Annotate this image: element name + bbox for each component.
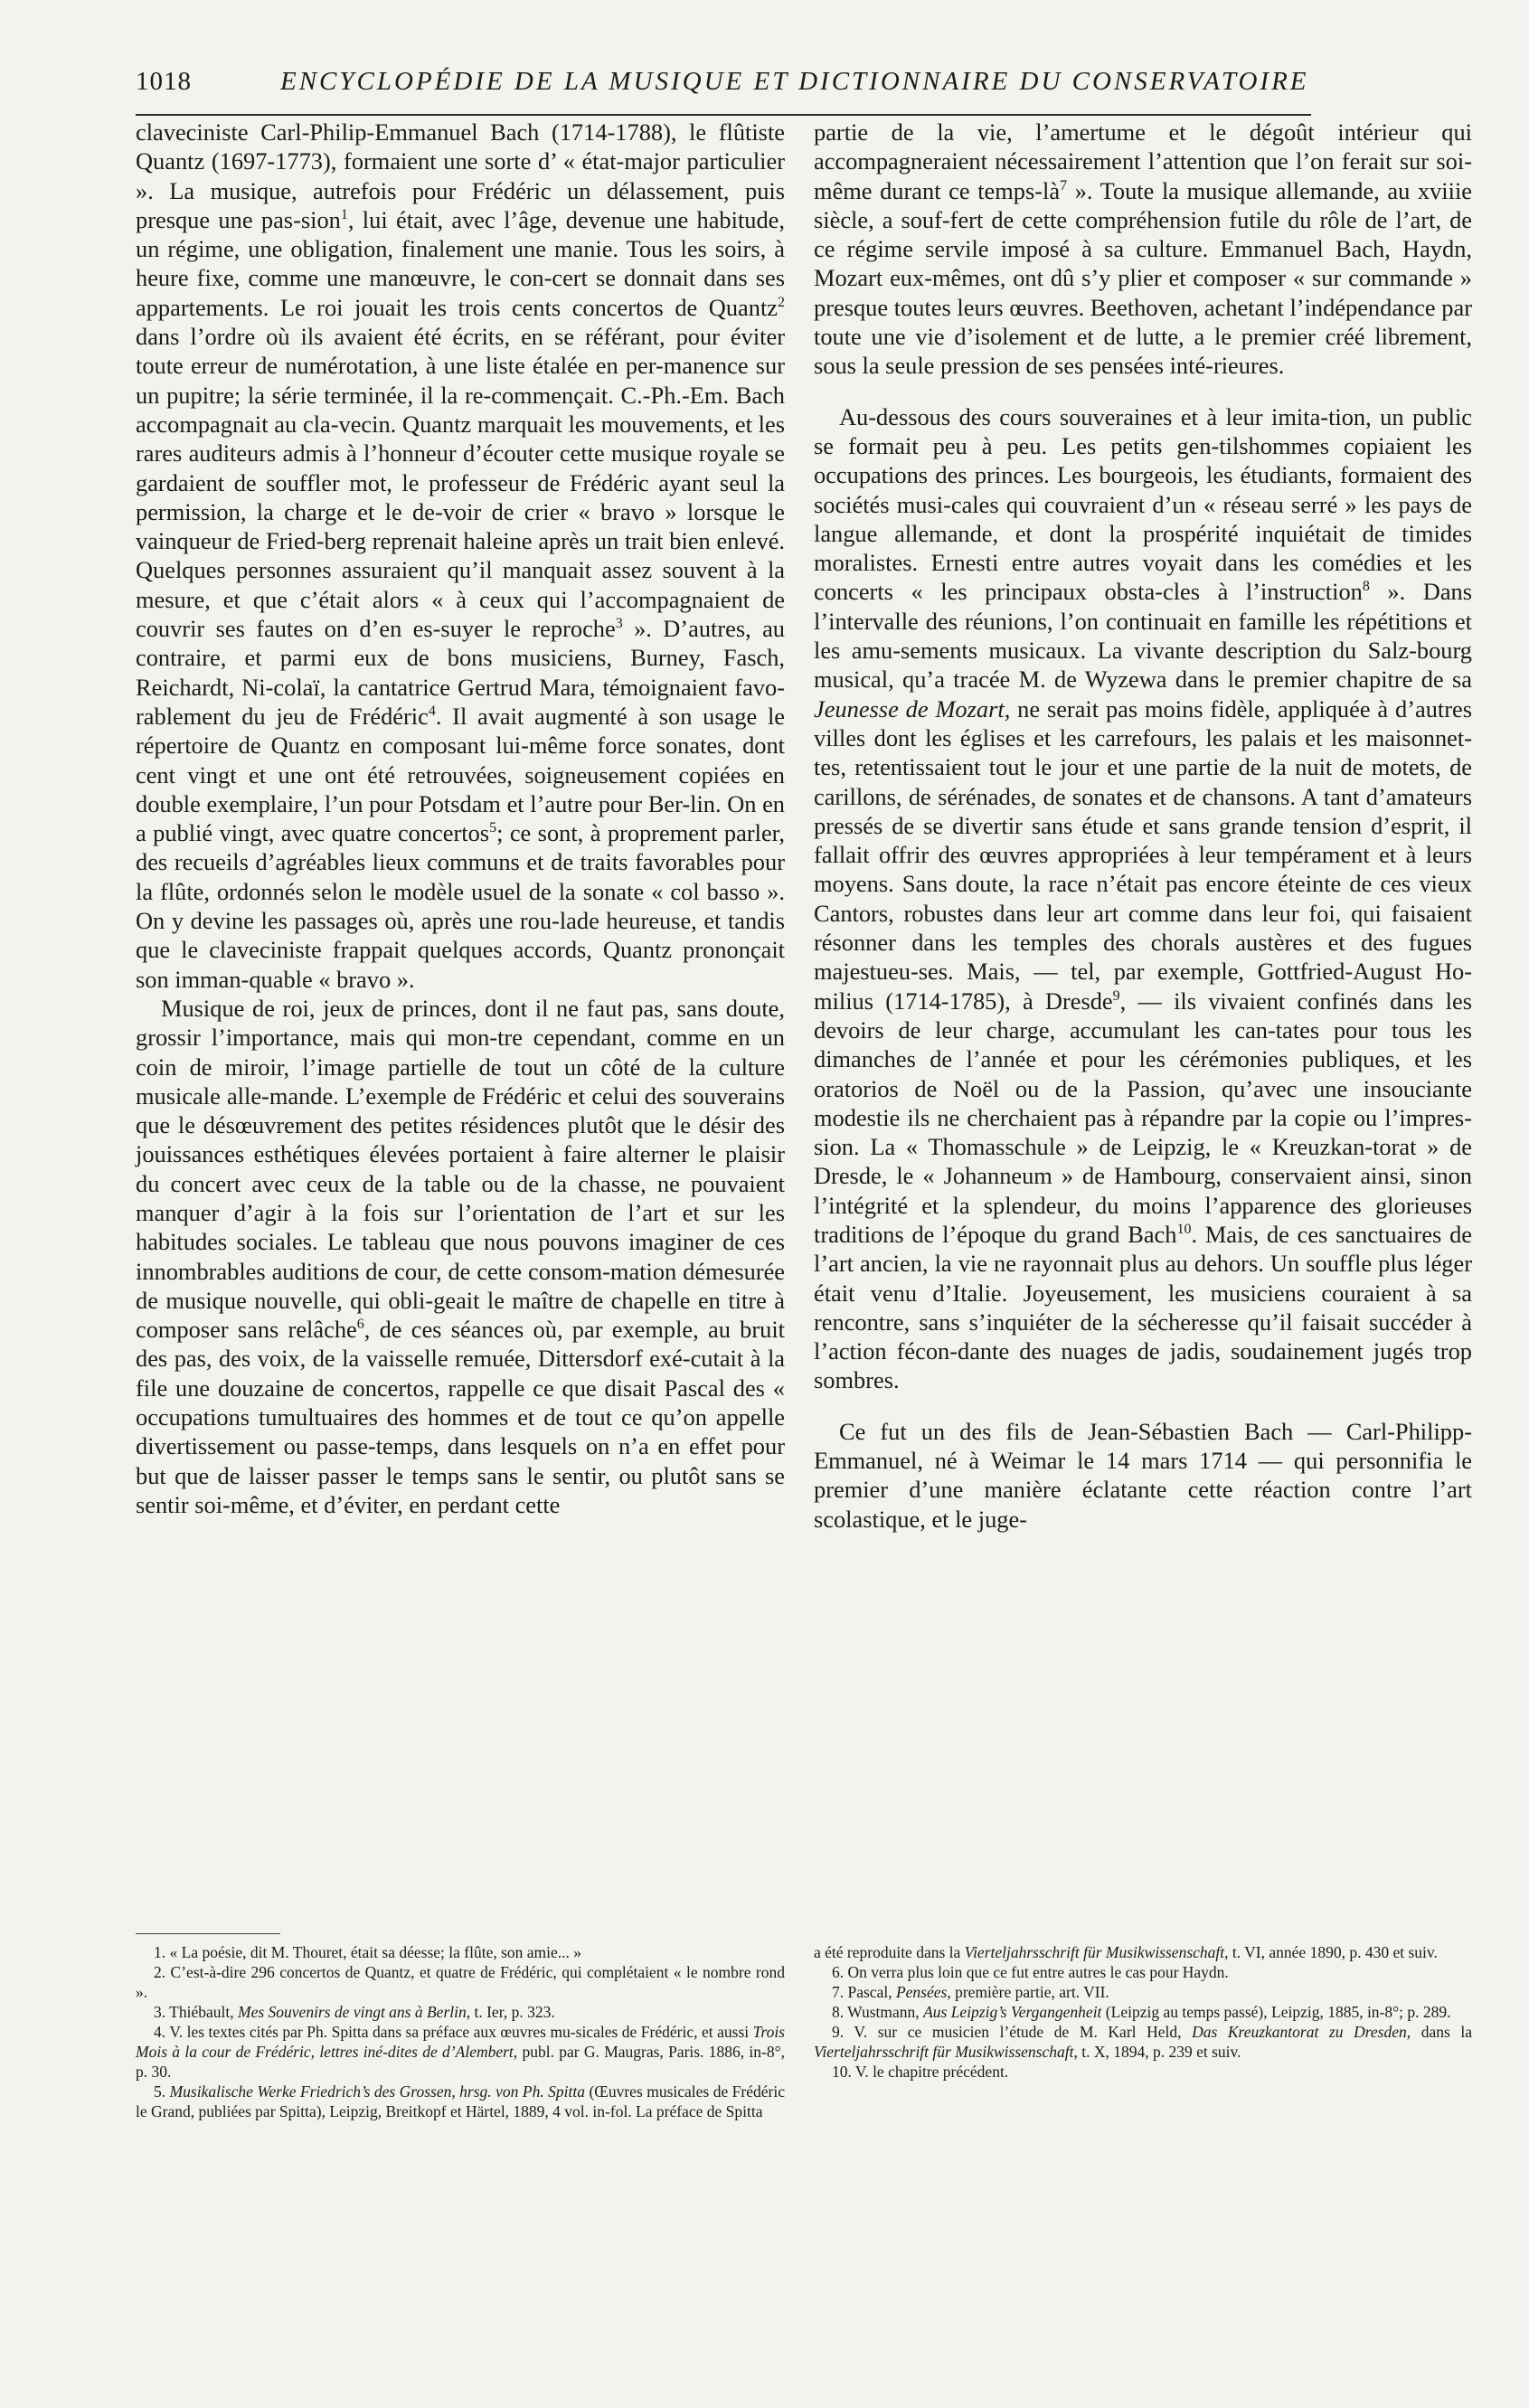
- paragraph: Ce fut un des fils de Jean-Sébastien Bach — Carl-Philipp-Emmanuel, né à Weimar le 14 mars 1714 — qui personnifia le premier d’une manière éclatante cette réaction contre l’art scolastique, et le juge-: [814, 1417, 1472, 1533]
- paragraph: claveciniste Carl-Philip-Emmanuel Bach (1714-1788), le flûtiste Quantz (1697-1773), formaient une sorte d’ « état-major particulier ». La musique, autrefois pour Frédéric un délassement, puis presque une pas-sion$^1$, lui était, avec l’âge, devenue une habitude, un régime, une obligation, finalement une manie. Tous les soirs, à heure fixe, comme une manœuvre, le con-cert se donnait dans ses appartements. Le roi jouait les trois cents concertos de Quantz$^2$ dans l’ordre où ils avaient été écrits, en se référant, pour éviter toute erreur de numérotation, à une liste étalée en per-manence sur un pupitre; la série terminée, il la re-commençait. C.-Ph.-Em. Bach accompagnait au cla-vecin. Quantz marquait les mouvements, et les rares auditeurs admis à l’honneur d’écouter cette musique royale se gardaient de souffler mot, le professeur de Frédéric ayant seul la permission, la charge et le de-voir de crier « bravo » lorsque le vainqueur de Fried-berg reprenait haleine après un trait bien enlevé. Quelques personnes assuraient qu’il manquait assez souvent à la mesure, et que c’était alors « à ceux qui l’accompagnaient de couvrir ses fautes on d’en es-suyer le reproche$^3$ ». D’autres, au contraire, et parmi eux de bons musiciens, Burney, Fasch, Reichardt, Ni-colaï, la cantatrice Gertrud Mara, témoignaient favo-rablement du jeu de Frédéric$^4$. Il avait augmenté à son usage le répertoire de Quantz en composant lui-même force sonates, dont cent vingt et une ont été retrouvées, soigneusement copiées en double exemplaire, l’un pour Potsdam et l’autre pour Ber-lin. On en a publié vingt, avec quatre concertos$^5$; ce sont, à proprement parler, des recueils d’agréables lieux communs et de traits favorables pour la flûte, ordonnés selon le modèle usuel de la sonate « col basso ». On y devine les passages où, après une rou-lade heureuse, et tandis que le claveciniste frappait quelques accords, Quantz prononçait son imman-quable « bravo ».: [136, 118, 785, 993]
- footnote: 3. Thiébault, Mes Souvenirs de vingt ans à Berlin, t. Ier, p. 323.: [154, 2003, 555, 2021]
- page-number: 1018: [136, 67, 192, 96]
- footnote: 1. « La poésie, dit M. Thouret, était sa déesse; la flûte, son amie... »: [154, 1943, 582, 1961]
- footnote-rule: [136, 1933, 280, 1934]
- footnote: 6. On verra plus loin que ce fut entre autres le cas pour Haydn.: [832, 1963, 1229, 1981]
- running-title: ENCYCLOPÉDIE DE LA MUSIQUE ET DICTIONNAIRE DU CONSERVATOIRE: [280, 67, 1309, 96]
- footnote: a été reproduite dans la Vierteljahrsschrift für Musikwissenschaft, t. VI, année 1890, p. 430 et suiv.: [814, 1943, 1438, 1961]
- footnotes-right: [814, 1942, 1472, 2082]
- footnote: 10. V. le chapitre précédent.: [832, 2063, 1009, 2081]
- footnote: 8. Wustmann, Aus Leipzig’s Vergangenheit (Leipzig au temps passé), Leipzig, 1885, in-8°; p. 289.: [832, 2003, 1451, 2021]
- paragraph: Au-dessous des cours souveraines et à leur imita-tion, un public se formait peu à peu. Les petits gen-tilshommes copiaient les occupations des princes. Les bourgeois, les étudiants, formaient des sociétés musi-cales qui couvraient d’un « réseau serré » les pays de langue allemande, et dont la prospérité inquiétait de timides moralistes. Ernesti entre autres voyait dans les comédies et les concerts « les principaux obsta-cles à l’instruction$^8$ ». Dans l’intervalle des réunions, l’on continuait en famille les répétitions et les amu-sements musicaux. La vivante description du Salz-bourg musical, qu’a tracée M. de Wyzewa dans le premier chapitre de sa Jeunesse de Mozart, ne serait pas moins fidèle, appliquée à d’autres villes dont les églises et les carrefours, les palais et les maisonnet-tes, retentissaient tout le jour et une partie de la nuit de motets, de carillons, de sérénades, de sonates et de chansons. A tant d’amateurs pressés de se divertir sans étude et sans grande tension d’esprit, il fallait offrir des œuvres appropriées à leur tempérament et à leurs moyens. Sans doute, la race n’était pas encore éteinte de ces vieux Cantors, robustes dans leur art comme dans leur foi, qui faisaient résonner dans les temples des chorals austères et des fugues majestueu-ses. Mais, — tel, par exemple, Gottfried-August Ho-milius (1714-1785), à Dresde$^9$, — ils vivaient confinés dans les devoirs de leur charge, accumulant les can-tates pour tous les dimanches de l’année et pour les cérémonies publiques, et les oratorios de Noël ou de la Passion, qu’avec une insouciante modestie ils ne cherchaient pas à répandre par la copie ou l’impres-sion. La « Thomasschule » de Leipzig, le « Kreuzkan-torat » de Dresde, le « Johanneum » de Hambourg, conservaient ainsi, sinon l’intégrité et la splendeur, du moins l’apparence des glorieuses traditions de l’époque du grand Bach$^{10}$. Mais, de ces sanctuaires de l’art ancien, la vie ne rayonnait plus au dehors. Un souffle plus léger était venu d’Italie. Joyeusement, les musiciens couraient à sa rencontre, sans s’inquiéter de la sécheresse qu’il faisait succéder à l’action fécon-dante des nuages de jadis, soudainement jugés trop sombres.: [814, 402, 1472, 1394]
- footnotes-left: [136, 1942, 785, 2121]
- footnote: 5. Musikalische Werke Friedrich’s des Grossen, hrsg. von Ph. Spitta (Œuvres musicales de Frédéric le Grand, publiées par Spitta), Leipzig, Breitkopf et Härtel, 1889, 4 vol. in-fol. La préface de Spitta: [136, 2082, 785, 2120]
- footnote: 7. Pascal, Pensées, première partie, art. VII.: [832, 1983, 1109, 2001]
- right-column: [814, 118, 1472, 1534]
- paragraph: Musique de roi, jeux de princes, dont il ne faut pas, sans doute, grossir l’importance, mais qui mon-tre cependant, comme en un coin de miroir, l’image partielle de tout un côté de la culture musicale alle-mande. L’exemple de Frédéric et celui des souverains que le désœuvrement des petites résidences plutôt que le désir des jouissances esthétiques élevées portaient à faire alterner le plaisir du concert avec ceux de la table ou de la chasse, ne pouvaient manquer d’agir à la fois sur l’orientation de l’art et sur les habitudes sociales. Le tableau que nous pouvons imaginer de ces innombrables auditions de cour, de cette consom-mation démesurée de musique nouvelle, qui obli-geait le maître de chapelle en titre à composer sans relâche$^6$, de ces séances où, par exemple, au bruit des pas, des voix, de la vaisselle remuée, Dittersdorf exé-cutait à la file une douzaine de concertos, rappelle ce que disait Pascal des « occupations tumultuaires des hommes et de tout ce qu’on appelle divertissement ou passe-temps, dans lesquels on n’a en effet pour but que de laisser passer le temps sans le sentir, ou plutôt sans se sentir soi-même, et d’éviter, en perdant cette: [136, 994, 785, 1518]
- paragraph: partie de la vie, l’amertume et le dégoût intérieur qui accompagneraient nécessairement l’attention que l’on ferait sur soi-même durant ce temps-$là^7$ ». Toute la musique allemande, au xviiie siècle, a souf-fert de cette compréhension futile du rôle de l’art, de ce régime servile imposé à sa culture. Emmanuel Bach, Haydn, Mozart eux-mêmes, ont dû s’y plier et composer « sur commande » presque toutes leurs œuvres. Beethoven, achetant l’indépendance par toute une vie d’isolement et de lutte, a le premier créé librement, sous la seule pression de ses pensées inté-rieures.: [814, 118, 1472, 380]
- footnote: 4. V. les textes cités par Ph. Spitta dans sa préface aux œuvres mu-sicales de Frédéric, et aussi Trois Mois à la cour de Frédéric, lettres iné-dites de d’Alembert, publ. par G. Maugras, Paris. 1886, in-8°, p. 30.: [136, 2023, 785, 2081]
- footnote: 2. C’est-à-dire 296 concertos de Quantz, et quatre de Frédéric, qui complétaient « le nombre rond ».: [136, 1963, 785, 2001]
- left-column: [136, 118, 785, 1519]
- page-header: [136, 67, 1311, 116]
- footnote: 9. V. sur ce musicien l’étude de M. Karl Held, Das Kreuzkantorat zu Dresden, dans la Vierteljahrsschrift für Musikwissenschaft, t. X, 1894, p. 239 et suiv.: [814, 2023, 1472, 2061]
